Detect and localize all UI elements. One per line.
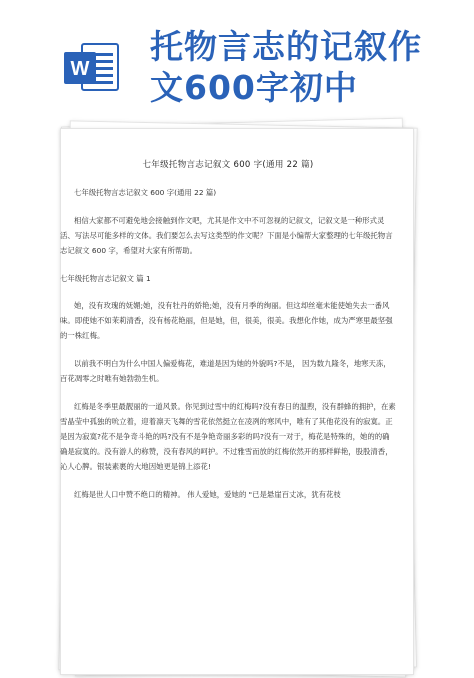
body-paragraph: 红梅是冬季里最靓丽的一道风景。你见到过雪中的红梅吗?没有春日的温煦，没有群蜂的拥护，在素雪晶莹中孤独的吮立着，迎着凛天飞舞的雪花依然挺立在凌冽的寒风中，唯有了其他花没有的寂寞。正是因为寂寞?花不是争奇斗艳的吗?没有不是争艳奇丽多彩的吗?没有一对于，梅花是特殊的，她的的确确是寂寞的。没有游人的称赞，没有春风的呵护。不过雅雪而放的红梅依然开的那样鲜艳，股股清香，沁人心脾。银装素裹的大地因她更是锦上添花!: [60, 402, 396, 471]
document-title: 七年级托物言志记叙文 600 字(通用 22 篇): [142, 160, 314, 170]
intro-paragraph: 相信大家都不可避免地会接触到作文吧，尤其是作文中不可忽视的记叙文，记叙文是一种形式灵活、写法尽可能多样的文体。我们要怎么去写这类型的作文呢？下面是小编帮大家整理的七年级托物言志记叙文 600 字，希望对大家有所帮助。: [60, 216, 393, 255]
banner-title-line-1: 托物言志的记叙作: [150, 27, 422, 66]
body-paragraph: 她，没有玫瑰的妩媚;她，没有牡丹的娇艳;她，没有月季的绚丽。但这却丝毫未能使她失去一番风味。即使她不如茉莉清香，没有杨花艳丽，但是她，但，很美，很美。我想化作她，成为严寒里最坚强的一株红梅。: [60, 301, 393, 340]
document-subtitle: 七年级托物言志记叙文 600 字(通用 22 篇): [74, 188, 217, 197]
header-banner: [0, 0, 474, 118]
section-heading: 七年级托物言志记叙文 篇 1: [60, 274, 151, 283]
body-paragraph: 以前我不明白为什么中国人偏爱梅花，难道是因为她的外貌吗?不是， 因为数九隆冬，地寒天冻，百花凋零之时唯有她勃勃生机。: [60, 359, 391, 383]
banner-title-line-2: 文600字初中: [150, 68, 358, 107]
document-body: [60, 158, 396, 515]
banner-title: [150, 26, 470, 108]
word-icon: [62, 38, 120, 96]
body-paragraph: 红梅是世人口中赞不绝口的精神。 伟人爱她，爱她的 "已是悬崖百丈冰，犹有花枝: [74, 490, 341, 499]
svg-text:W: W: [70, 58, 90, 80]
